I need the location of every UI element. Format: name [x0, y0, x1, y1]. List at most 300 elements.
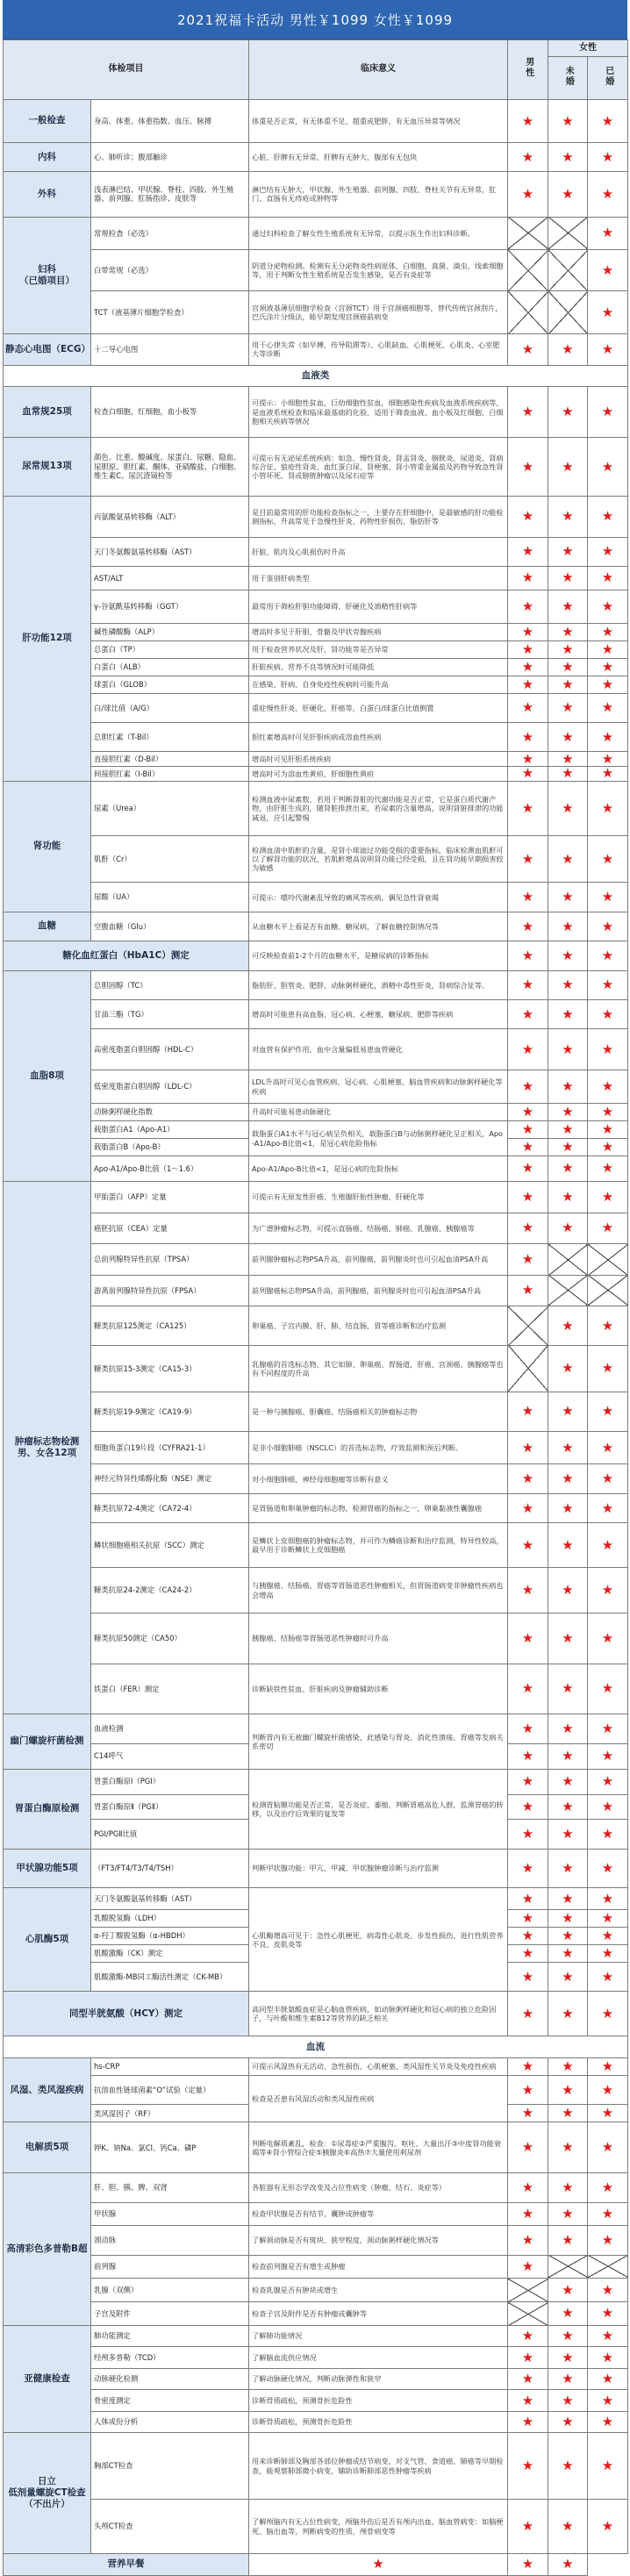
item-name: 尿酸（UA） — [91, 883, 249, 912]
unmarried-mark-star-icon — [548, 781, 588, 835]
clinical-significance: Apo-A1/Apo-B比值<1，是冠心病的危险指标 — [249, 1156, 508, 1182]
star-icon: ★ — [562, 404, 574, 420]
clinical-significance: 检查甲状腺是否有结节，囊肿或肿瘤等 — [249, 2202, 508, 2226]
unmarried-mark-star-icon — [548, 1714, 588, 1743]
male-column-header: 男性 — [508, 40, 548, 100]
star-icon: ★ — [521, 597, 534, 614]
clinical-significance: 是鳞状上皮细胞癌的肿瘤标志物，并可作为鳞癌诊断和治疗监测，特异性较高，最早用于诊断鳞状上皮细胞癌 — [249, 1523, 508, 1568]
unmarried-mark-not-applicable-icon — [548, 2255, 588, 2279]
star-icon: ★ — [562, 947, 574, 963]
unmarried-mark-star-icon — [548, 567, 588, 590]
star-icon: ★ — [601, 2414, 614, 2429]
star-icon: ★ — [601, 1160, 614, 1177]
male-mark-star-icon — [508, 2226, 548, 2255]
star-icon: ★ — [562, 2458, 574, 2474]
married-mark-star-icon — [588, 767, 628, 782]
star-icon: ★ — [601, 185, 614, 202]
unmarried-mark-star-icon — [548, 767, 588, 782]
group-label: 风湿、类风湿疾病 — [4, 2057, 91, 2122]
star-icon: ★ — [521, 751, 534, 767]
item-name: （FT3/FT4/T3/T4/TSH） — [91, 1849, 249, 1888]
star-icon: ★ — [562, 1944, 574, 1961]
star-icon: ★ — [601, 148, 614, 165]
married-mark-star-icon — [588, 1962, 628, 1991]
male-mark-star-icon — [249, 2554, 508, 2576]
clinical-significance: 检测血清中肌酐的含量，是肾小球滤过功能受损的重要指标，临床检测血肌酐可以了解肾功能的状况，若肌酐增高说明肾功能已经受损，且在肾功能早期损害较为敏感 — [249, 836, 508, 883]
star-icon: ★ — [562, 1860, 574, 1877]
star-icon: ★ — [601, 1317, 614, 1334]
male-mark-star-icon — [508, 1992, 548, 2036]
table-row — [4, 941, 628, 970]
star-icon: ★ — [521, 2005, 534, 2021]
unmarried-mark-star-icon — [548, 1121, 588, 1139]
male-mark-star-icon — [508, 640, 548, 658]
star-icon: ★ — [601, 1944, 614, 1961]
table-row — [4, 970, 628, 999]
star-icon: ★ — [601, 1860, 614, 1877]
item-name: 尿素（Urea） — [91, 781, 249, 835]
married-mark-star-icon — [588, 1523, 628, 1568]
star-icon: ★ — [562, 2281, 574, 2298]
clinical-significance: 与胰腺癌、结肠癌、胃癌等胃肠道恶性肿瘤相关，但胃肠道病变非肿瘤性疾病也会增高 — [249, 1568, 508, 1613]
unmarried-mark-star-icon — [548, 496, 588, 537]
star-icon: ★ — [521, 699, 534, 716]
male-mark-star-icon — [508, 2347, 548, 2369]
unmarried-mark-star-icon — [548, 640, 588, 658]
star-icon: ★ — [601, 1748, 614, 1764]
married-mark-star-icon — [588, 1181, 628, 1213]
section-title: 血流 — [4, 2036, 628, 2058]
star-icon: ★ — [562, 2005, 574, 2021]
male-mark-star-icon — [508, 1213, 548, 1244]
unmarried-column-header: 未婚 — [548, 57, 588, 100]
star-icon: ★ — [601, 508, 614, 525]
married-mark-star-icon — [588, 172, 628, 217]
clinical-significance: LDL升高时可见心血管疾病、冠心病、心肌梗塞、脑血管疾病和动脉粥样硬化等疾病 — [249, 1070, 508, 1104]
star-icon: ★ — [562, 623, 574, 640]
table-row — [4, 2325, 628, 2347]
clinical-significance: 判断胃内有无被幽门螺旋杆菌感染，此感染与胃炎、消化性溃疡、胃癌等发病关系密切 — [249, 1714, 508, 1769]
male-mark-star-icon — [508, 2368, 548, 2390]
unmarried-mark-star-icon — [548, 752, 588, 767]
married-mark-star-icon — [588, 1909, 628, 1927]
star-icon: ★ — [521, 2139, 534, 2156]
male-mark-star-icon — [508, 767, 548, 782]
married-mark-star-icon — [588, 1714, 628, 1743]
star-icon: ★ — [601, 2328, 614, 2343]
male-mark-star-icon — [508, 1392, 548, 1432]
item-name: 甲胎蛋白（AFP）定量 — [91, 1181, 249, 1213]
item-name: 总胆红素（T-Bil） — [91, 723, 249, 752]
unmarried-mark-star-icon — [548, 1000, 588, 1029]
clinical-significance: 升高时可能易患动脉硬化 — [249, 1104, 508, 1121]
married-mark-star-icon — [588, 1306, 628, 1346]
star-icon: ★ — [601, 458, 614, 475]
table-row — [4, 1431, 628, 1464]
item-name: 糖类抗原72-4测定（CA72-4） — [91, 1493, 249, 1522]
married-mark-star-icon — [588, 676, 628, 693]
item-name: 子宫及附件 — [91, 2302, 249, 2326]
group-label: 高清彩色多普勒B超 — [4, 2173, 91, 2326]
star-icon: ★ — [562, 2205, 574, 2222]
star-icon: ★ — [601, 1968, 614, 1985]
star-icon: ★ — [601, 2371, 614, 2386]
star-icon: ★ — [562, 2328, 574, 2343]
unmarried-mark-star-icon — [548, 1613, 588, 1664]
male-mark-star-icon — [508, 2255, 548, 2279]
star-icon: ★ — [521, 2081, 534, 2098]
star-icon: ★ — [601, 2518, 614, 2535]
unmarried-mark-star-icon — [548, 1909, 588, 1927]
married-mark-star-icon — [548, 2554, 588, 2576]
unmarried-mark-star-icon — [548, 1962, 588, 1991]
item-name: 肝、胆、胰、脾、双肾 — [91, 2173, 249, 2202]
male-mark-star-icon — [508, 676, 548, 693]
clinical-significance: 是目前最常用的肝功能检查指标之一，主要存在肝细胞中，是最敏感的肝功能检测指标，升高常见于急慢性肝炎、药物性肝损伤、脂肪肝等 — [249, 496, 508, 537]
male-mark-star-icon — [508, 1244, 548, 1276]
table-row — [4, 217, 628, 250]
item-name: 十二导心电图 — [91, 334, 249, 366]
star-icon: ★ — [601, 1078, 614, 1095]
item-name: C14呼气 — [91, 1743, 249, 1769]
unmarried-mark-star-icon — [548, 658, 588, 676]
star-icon: ★ — [521, 2414, 534, 2429]
star-icon: ★ — [601, 2305, 614, 2322]
table-row — [4, 1070, 628, 1104]
unmarried-mark-star-icon — [548, 537, 588, 566]
table-row — [4, 496, 628, 537]
married-mark-star-icon — [588, 752, 628, 767]
male-mark-star-icon — [508, 590, 548, 623]
item-name: α-羟丁酸脱氢酶（α-HBDH） — [91, 1927, 249, 1944]
male-mark-star-icon — [508, 941, 548, 970]
male-mark-star-icon — [508, 2075, 548, 2104]
married-mark-star-icon — [588, 1992, 628, 2036]
star-icon: ★ — [562, 597, 574, 614]
item-name: 空腹血糖（Glu） — [91, 912, 249, 941]
item-name: 白/球比值（A/G） — [91, 693, 249, 722]
item-name: 钾K、钠Na、氯Cl、钙Ca、磷P — [91, 2122, 249, 2173]
male-mark-star-icon — [508, 2202, 548, 2226]
star-icon: ★ — [521, 799, 534, 816]
star-icon: ★ — [562, 2231, 574, 2248]
section-row — [4, 2036, 628, 2058]
star-icon: ★ — [601, 766, 614, 782]
star-icon: ★ — [521, 1680, 534, 1697]
star-icon: ★ — [562, 1317, 574, 1334]
married-mark-star-icon — [588, 693, 628, 722]
star-icon: ★ — [601, 1104, 614, 1120]
item-name: 胸部CT检查 — [91, 2433, 249, 2500]
item-name: 高密度脂蛋白胆固醇（HDL-C） — [91, 1029, 249, 1070]
clinical-significance: 淋巴结有无肿大，甲状腺、外生殖器、前列腺、四肢、脊柱关节有无异常，肛门、直肠有无痔疮或肿物等 — [249, 172, 508, 217]
married-mark-star-icon — [588, 1156, 628, 1182]
item-name: 白带常规（必选） — [91, 250, 249, 291]
item-name: 天门冬氨酸氨基转移酶（AST） — [91, 537, 249, 566]
star-icon: ★ — [521, 850, 534, 867]
item-name: 糖类抗原24-2测定（CA24-2） — [91, 1568, 249, 1613]
star-icon: ★ — [521, 508, 534, 525]
male-mark-star-icon — [508, 1909, 548, 1927]
male-mark-star-icon — [508, 496, 548, 537]
item-column-header: 体检项目 — [4, 40, 249, 100]
star-icon: ★ — [562, 1121, 574, 1138]
table-row — [4, 640, 628, 658]
group-label: 尿常规13项 — [4, 438, 91, 497]
male-mark-not-applicable-icon — [508, 250, 548, 291]
star-icon: ★ — [521, 1139, 534, 1156]
star-icon: ★ — [562, 850, 574, 867]
male-mark-star-icon — [508, 2122, 548, 2173]
unmarried-mark-not-applicable-icon — [548, 1244, 588, 1276]
married-mark-star-icon — [588, 537, 628, 566]
male-mark-star-icon — [508, 2499, 548, 2553]
table-row — [4, 567, 628, 590]
item-name: 低密度脂蛋白胆固醇（LDL-C） — [91, 1070, 249, 1104]
star-icon: ★ — [562, 1927, 574, 1943]
group-label: 亚健康检查 — [4, 2325, 91, 2433]
unmarried-mark-star-icon — [548, 1181, 588, 1213]
table-row — [4, 2202, 628, 2226]
item-name: 糖类抗原125测定（CA125） — [91, 1306, 249, 1346]
male-mark-star-icon — [508, 1156, 548, 1182]
group-label: 胃蛋白酶原检测 — [4, 1769, 91, 1849]
unmarried-mark-star-icon — [548, 1794, 588, 1820]
star-icon: ★ — [562, 1104, 574, 1120]
male-mark-star-icon — [508, 781, 548, 835]
table-row — [4, 2411, 628, 2433]
male-mark-star-icon — [508, 172, 548, 217]
married-mark-star-icon — [588, 623, 628, 640]
married-mark-star-icon — [588, 1392, 628, 1432]
male-mark-star-icon — [508, 693, 548, 722]
item-name: 碱性磷酸酶（ALP） — [91, 623, 249, 640]
unmarried-mark-star-icon — [548, 590, 588, 623]
male-mark-star-icon — [508, 143, 548, 172]
unmarried-mark-star-icon — [548, 1769, 588, 1794]
clinical-significance: 心脏、肝脾有无异常、肝脾有无肿大、腹部有无包块 — [249, 143, 508, 172]
unmarried-mark-star-icon — [548, 2122, 588, 2173]
clinical-significance: 载脂蛋白A1水平与冠心病呈负相关，载脂蛋白B与动脉粥样硬化呈正相关，Apo-A1/Apo-B比值<1，是冠心病危险指标 — [249, 1121, 508, 1156]
unmarried-mark-star-icon — [548, 1345, 588, 1392]
clinical-significance: 可提示有无泌尿系统疾病：如急、慢性肾炎、肾盂肾炎、膀胱炎、尿道炎、肾病综合征、狼疮性肾炎、血红蛋白尿、肾梗塞、肾小管重金属盐及药物导致急性肾小管坏死、肾或膀胱肿瘤以及尿石症等 — [249, 438, 508, 497]
clinical-significance: 是非小细胞肺癌（NSCLC）的首选标志物，疗效监测和预后判断。 — [249, 1431, 508, 1464]
star-icon: ★ — [562, 1721, 574, 1737]
married-mark-star-icon — [588, 2325, 628, 2347]
table-row — [4, 1104, 628, 1121]
star-icon: ★ — [601, 889, 614, 905]
star-icon: ★ — [562, 1470, 574, 1487]
star-icon: ★ — [562, 640, 574, 657]
star-icon: ★ — [601, 597, 614, 614]
star-icon: ★ — [562, 1799, 574, 1815]
male-mark-star-icon — [508, 723, 548, 752]
male-mark-star-icon — [508, 1849, 548, 1888]
unmarried-mark-star-icon — [548, 1070, 588, 1104]
table-row — [4, 2347, 628, 2369]
star-icon: ★ — [521, 2518, 534, 2535]
unmarried-mark-star-icon — [548, 1568, 588, 1613]
checkup-table — [3, 39, 628, 2576]
male-mark-star-icon — [508, 567, 548, 590]
married-mark-star-icon — [588, 143, 628, 172]
group-label: 甲状腺功能5项 — [4, 1849, 91, 1888]
star-icon: ★ — [521, 947, 534, 963]
unmarried-mark-star-icon — [548, 623, 588, 640]
unmarried-mark-star-icon — [548, 1743, 588, 1769]
star-icon: ★ — [521, 2556, 534, 2572]
male-mark-star-icon — [508, 1927, 548, 1944]
item-name: Apo-A1/Apo-B比值（1～1.6） — [91, 1156, 249, 1182]
star-icon: ★ — [601, 1403, 614, 1420]
star-icon: ★ — [601, 1499, 614, 1516]
page-title: 2021祝福卡活动 男性￥1099 女性￥1099 — [3, 0, 627, 39]
table-row — [4, 2255, 628, 2279]
male-mark-star-icon — [508, 2173, 548, 2202]
unmarried-mark-star-icon — [548, 2173, 588, 2202]
unmarried-mark-star-icon — [548, 143, 588, 172]
star-icon: ★ — [601, 1680, 614, 1697]
clinical-significance: 检查前列腺是否有增生或肿瘤 — [249, 2255, 508, 2279]
unmarried-mark-star-icon — [548, 1944, 588, 1962]
male-mark-star-icon — [508, 100, 548, 143]
star-icon: ★ — [521, 889, 534, 905]
star-icon: ★ — [562, 2349, 574, 2365]
unmarried-mark-star-icon — [548, 1306, 588, 1346]
star-icon: ★ — [562, 1220, 574, 1236]
star-icon: ★ — [601, 2139, 614, 2156]
table-row — [4, 1275, 628, 1306]
married-mark-star-icon — [588, 2226, 628, 2255]
male-mark-star-icon — [508, 2411, 548, 2433]
star-icon: ★ — [521, 1188, 534, 1205]
table-row — [4, 2390, 628, 2412]
married-column-header: 已婚 — [588, 57, 628, 100]
married-mark-star-icon — [588, 640, 628, 658]
unmarried-mark-star-icon — [548, 1029, 588, 1070]
married-mark-star-icon — [588, 334, 628, 366]
star-icon: ★ — [521, 1629, 534, 1646]
male-mark-not-applicable-icon — [508, 1306, 548, 1346]
married-mark-star-icon — [588, 941, 628, 970]
star-icon: ★ — [521, 1799, 534, 1815]
table-row — [4, 781, 628, 835]
unmarried-mark-star-icon — [548, 100, 588, 143]
star-icon: ★ — [562, 340, 574, 357]
star-icon: ★ — [521, 977, 534, 993]
table-row — [4, 2499, 628, 2553]
item-name: 颈动脉 — [91, 2226, 249, 2255]
married-mark-star-icon — [588, 1743, 628, 1769]
star-icon: ★ — [562, 458, 574, 475]
married-mark-star-icon — [588, 1431, 628, 1464]
male-mark-not-applicable-icon — [508, 217, 548, 250]
star-icon: ★ — [562, 569, 574, 586]
star-icon: ★ — [562, 1041, 574, 1057]
married-mark-star-icon — [588, 291, 628, 334]
table-row — [4, 1156, 628, 1182]
star-icon: ★ — [562, 1360, 574, 1377]
unmarried-mark-star-icon — [548, 2057, 588, 2075]
male-mark-star-icon — [508, 1714, 548, 1743]
star-icon: ★ — [521, 1773, 534, 1790]
unmarried-mark-star-icon — [548, 1139, 588, 1156]
clinical-significance: 卵巢癌、子宫内膜、肝、肺、结直肠，胃等癌诊断和治疗监测 — [249, 1306, 508, 1346]
star-icon: ★ — [521, 2205, 534, 2222]
star-icon: ★ — [601, 1927, 614, 1943]
star-icon: ★ — [521, 569, 534, 586]
married-mark-star-icon — [588, 1000, 628, 1029]
male-mark-star-icon — [508, 883, 548, 912]
star-icon: ★ — [521, 185, 534, 202]
table-row — [4, 334, 628, 366]
star-icon: ★ — [562, 1826, 574, 1843]
star-icon: ★ — [562, 799, 574, 816]
group-label: 血糖 — [4, 912, 91, 941]
star-icon: ★ — [521, 543, 534, 560]
star-icon: ★ — [601, 751, 614, 767]
star-icon: ★ — [521, 1909, 534, 1926]
star-icon: ★ — [562, 185, 574, 202]
star-icon: ★ — [562, 889, 574, 905]
item-name: 常规检查（必选） — [91, 217, 249, 250]
star-icon: ★ — [601, 1005, 614, 1022]
star-icon: ★ — [562, 508, 574, 525]
unmarried-mark-star-icon — [548, 1392, 588, 1432]
male-mark-star-icon — [508, 1104, 548, 1121]
star-icon: ★ — [601, 728, 614, 745]
star-icon: ★ — [601, 2392, 614, 2408]
item-name: TCT（液基薄片细胞学检查） — [91, 291, 249, 334]
unmarried-mark-not-applicable-icon — [548, 217, 588, 250]
star-icon: ★ — [601, 543, 614, 560]
star-icon: ★ — [601, 2105, 614, 2122]
star-icon: ★ — [521, 1499, 534, 1516]
table-row — [4, 2368, 628, 2390]
item-name: 检查白细胞，红细胞，血小板等 — [91, 387, 249, 438]
star-icon: ★ — [521, 2179, 534, 2195]
star-icon: ★ — [521, 2458, 534, 2474]
star-icon: ★ — [601, 623, 614, 640]
male-mark-not-applicable-icon — [508, 2279, 548, 2302]
star-icon: ★ — [601, 2281, 614, 2298]
item-name: 肌酐（Cr） — [91, 836, 249, 883]
clinical-significance: 检测胃粘膜功能是否正常，是否炎症、萎缩，判断胃癌高危人群，监测胃癌的转移，以及治疗后效果的复发等 — [249, 1769, 508, 1849]
table-body — [4, 100, 628, 2576]
star-icon: ★ — [521, 1470, 534, 1487]
item-name: 肺功能测定 — [91, 2325, 249, 2347]
married-mark-star-icon — [588, 1769, 628, 1794]
unmarried-mark-star-icon — [548, 1464, 588, 1493]
group-label: 同型半胱氨酸（HCY）测定 — [4, 1992, 249, 2036]
star-icon: ★ — [601, 1470, 614, 1487]
star-icon: ★ — [601, 340, 614, 357]
star-icon: ★ — [562, 751, 574, 767]
clinical-significance: 了解颅脑内有无占位性病变，颅脑外伤后是否有颅内出血，脑血管病变：如脑梗死、脑出血等，判断病变的性质，颅骨病变等 — [249, 2499, 508, 2553]
unmarried-mark-star-icon — [548, 941, 588, 970]
star-icon: ★ — [562, 148, 574, 165]
clinical-significance: 用于心律失常（如早搏、传导阻滞等）、心肌缺血、心肌梗死、心肌炎、心室肥大等诊断 — [249, 334, 508, 366]
clinical-significance: 增高时多见于肝胆、骨骼及甲状旁腺疾病 — [249, 623, 508, 640]
married-mark-star-icon — [588, 2368, 628, 2390]
male-mark-star-icon — [508, 1181, 548, 1213]
unmarried-mark-star-icon — [548, 883, 588, 912]
star-icon: ★ — [521, 1041, 534, 1057]
male-mark-star-icon — [508, 387, 548, 438]
male-mark-star-icon — [508, 537, 548, 566]
clinical-significance: 判断甲状腺功能：甲亢、甲减、甲状腺肿瘤诊断与治疗监测 — [249, 1849, 508, 1888]
star-icon: ★ — [601, 977, 614, 993]
